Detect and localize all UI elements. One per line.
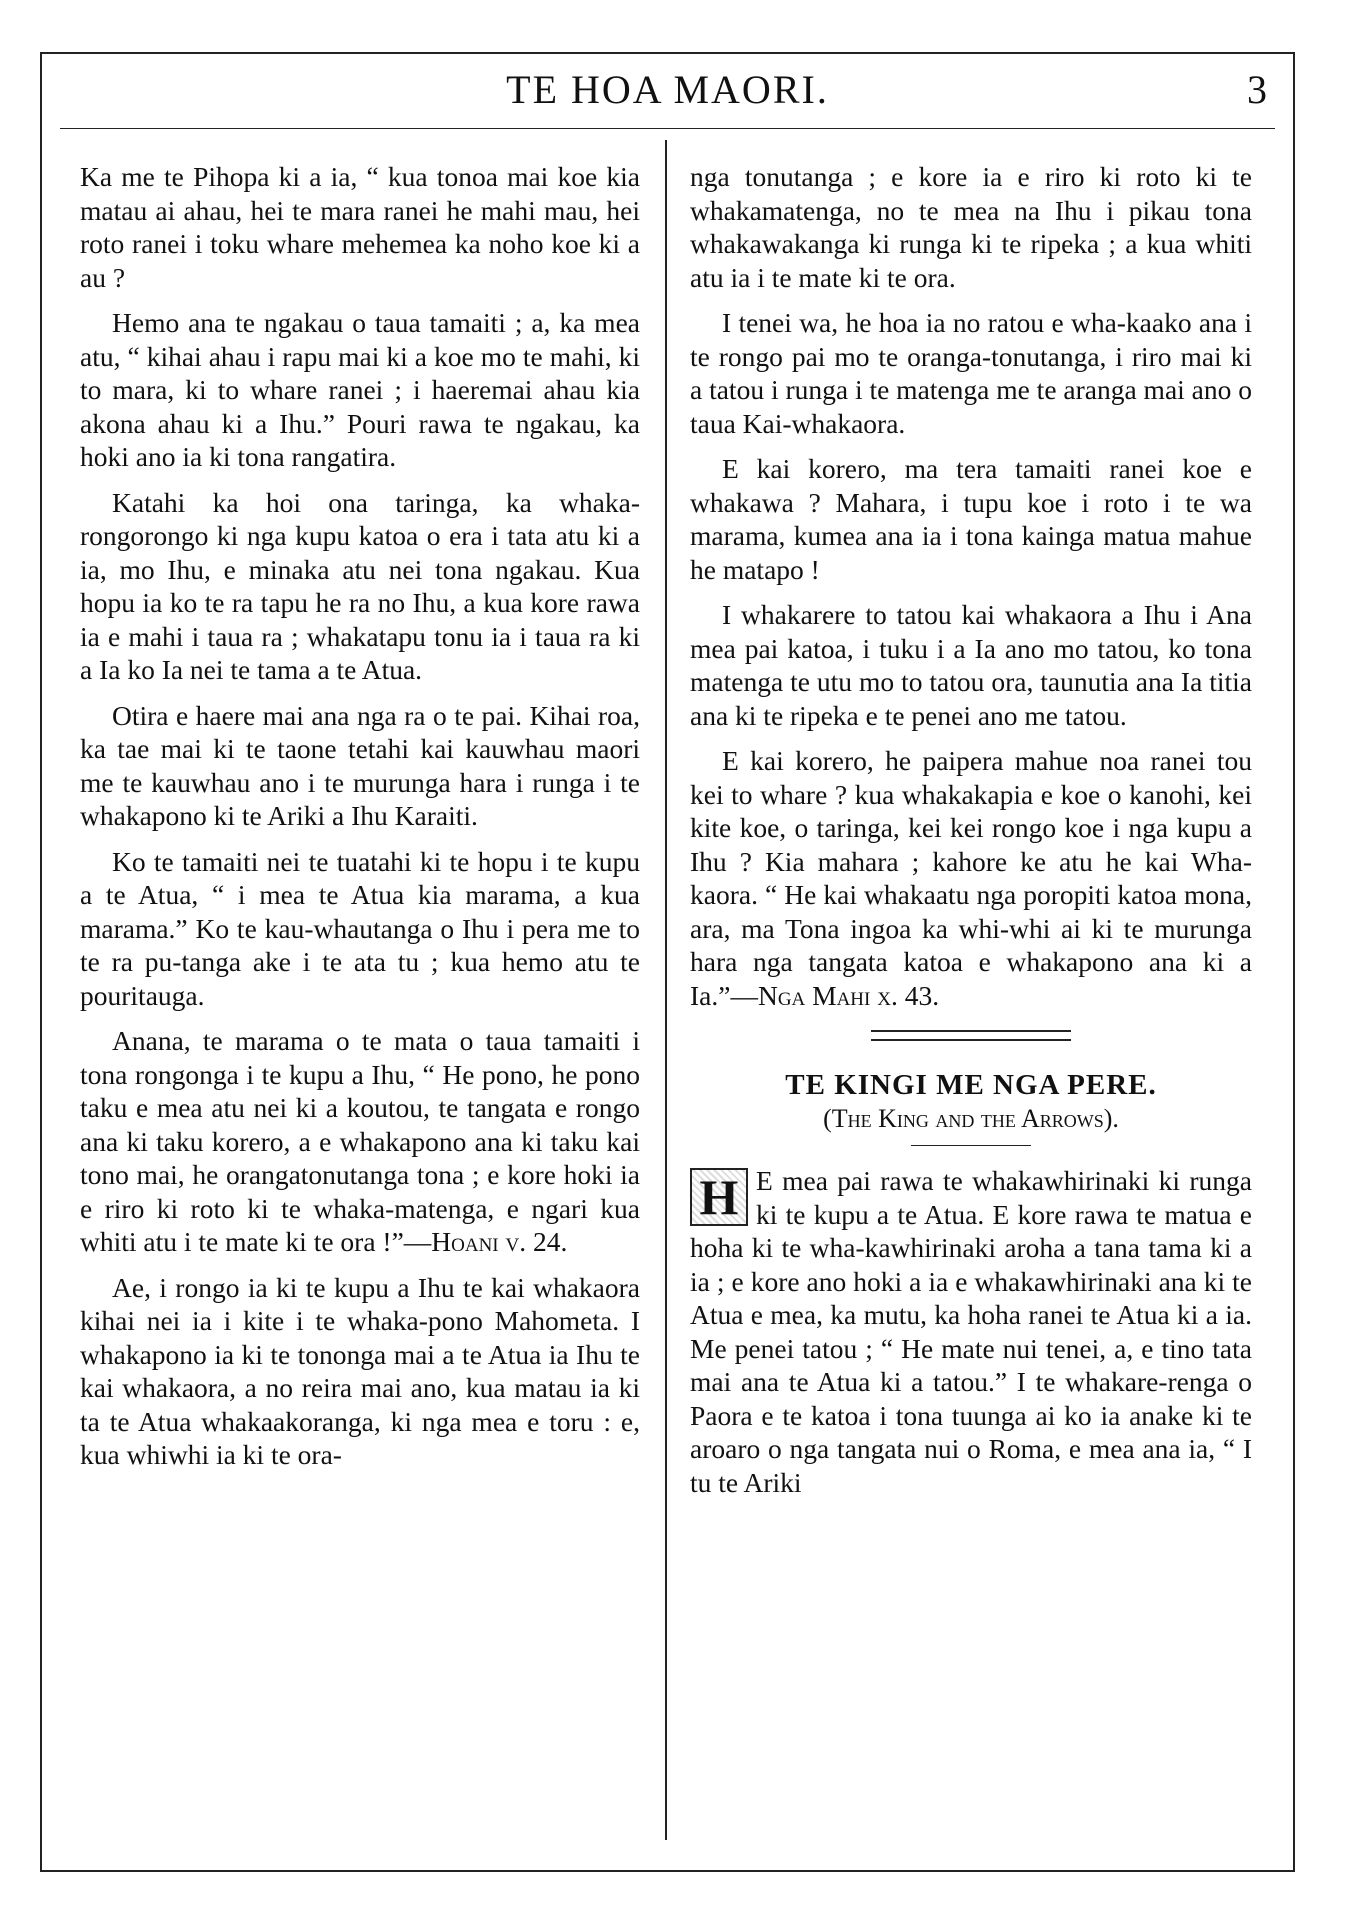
page-frame-right-edge [1293, 52, 1295, 1872]
paragraph [80, 1024, 640, 1259]
column-divider [665, 140, 667, 1840]
section-separator [871, 1030, 1071, 1041]
section-title: TE KINGI ME NGA PERE. [785, 1069, 1157, 1101]
paragraph: Ae, i rongo ia ki te kupu a Ihu te kai whakaora kihai nei ia i kite i te whaka-pono Mahometa. I whakapono ia ki te tononga mai a te Atua ia Ihu te kai whakaora, a no reira mai ano, kua matau ia ki ta te Atua whakaakoranga, ki nga mea e toru : e, kua whiwhi ia ki te ora- [80, 1271, 640, 1470]
paragraph: E kai korero, ma tera tamaiti ranei koe e whakawa ? Mahara, i tupu koe i roto i te wa marama, kumea ana ia i tona kainga matua mahue he matapo ! [690, 453, 1252, 585]
section-subtitle: (The King and the Arrows). [823, 1104, 1119, 1133]
masthead [60, 58, 1275, 129]
paragraph [690, 1164, 1252, 1499]
paragraph: Otira e haere mai ana nga ra o te pai. Kihai roa, ka tae mai ki te taone tetahi kai kauwhau maori me te kauwhau ano i te murunga hara i runga i te whakapono ki te Ariki a Ihu Karaiti. [80, 699, 640, 831]
paragraph: Ko te tamaiti nei te tuatahi ki te hopu i te kupu a te Atua, “ i mea te Atua kia marama, a kua marama.” Ko te kau-whautanga o Ihu i pera me to te ra pu-tanga ake i te ata tu ; kua hemo atu te pouritauga. [80, 845, 640, 1011]
scripture-reference: Hoani v. 24. [431, 1226, 568, 1257]
journal-title: TE HOA MAORI. [506, 67, 829, 112]
paragraph: I whakarere to tatou kai whakaora a Ihu i Ana mea pai katoa, i tuku i a Ia ano mo tatou, ko tona matenga te utu mo to tatou ora, taunutia ana Ia titia ana ki te ripeka e te penei ano me tatou. [690, 599, 1252, 731]
paragraph-text: E mea pai rawa te whakawhirinaki ki runga ki te kupu a te Atua. E kore rawa te matua e hoha ki te wha-kawhirinaki aroha a tana tama ki a ia ; e kore ano hoki a ia e whakawhirinaki ana ki te Atua e mea, ka mutu, ka hoha ranei te Atua ki a ia. Me penei tatou ; “ He mate nui tenei, a, e tino tata mai ana te Atua ki a tatou.” I te whakare-renga o Paora e te katoa i tona tuunga ai ko ia anake ki te aroaro o nga tangata nui o Roma, e mea ana ia, “ I tu te Ariki [690, 1165, 1252, 1498]
left-column [80, 160, 640, 1484]
paragraph-text: Anana, te marama o te mata o taua tamaiti i tona rongonga i te kupu a Ihu, “ He pono, he pono taku e mea atu nei ki a koutou, te tangata e rongo ana ki taku korero, a e whakapono ana ki taku kai tono mai, he orangatonutanga tona ; e kore hoki ia e riro ki roto ki te whaka-matenga, e ngari kua whiti atu i te mate ki te ora !”— [80, 1025, 640, 1257]
paragraph: Ka me te Pihopa ki a ia, “ kua tonoa mai koe kia matau ai ahau, hei te mara ranei he mahi mau, hei roto ranei i toku whare mehemea ka noho koe ki a au ? [80, 161, 640, 293]
right-column [690, 160, 1252, 1511]
page-number: 3 [1247, 67, 1267, 112]
paragraph: Katahi ka hoi ona taringa, ka whaka-rongorongo ki nga kupu katoa o era i tata atu ki a ia, mo Ihu, e minaka atu nei tona ngakau. Kua hopu ia ko te ra tapu he ra no Ihu, a kua kore rawa ia e mahi i taua ra ; whakatapu tonu ia i taua ra ki a Ia ko Ia nei te tama a te Atua. [80, 486, 640, 685]
paragraph: nga tonutanga ; e kore ia e riro ki roto ki te whakamatenga, no te mea na Ihu i pikau tona whakawakanga ki runga ki te ripeka ; a kua whiti atu ia i te mate ki te ora. [690, 161, 1252, 293]
paragraph [690, 744, 1252, 1012]
ornamental-dropcap: H [690, 1168, 748, 1226]
paragraph-text: E kai korero, he paipera mahue noa ranei tou kei to whare ? kua whakakapia e koe o kanohi, kei kite koe, o taringa, kei kei rongo koe i nga kupu a Ihu ? Kia mahara ; kahore ke atu he kai Wha-kaora. “ He kai whakaatu nga poropiti katoa mona, ara, ma Tona ingoa ka whi-whi ai ki te murunga hara nga tangata katoa e whakapono ana ki a Ia.”— [690, 745, 1252, 1011]
paragraph: I tenei wa, he hoa ia no ratou e wha-kaako ana i te rongo pai mo te oranga-tonutanga, i riro mai ki a tatou i runga i te matenga me te aranga mai ano o taua Kai-whakaora. [690, 307, 1252, 439]
title-rule [911, 1145, 1031, 1146]
paragraph: Hemo ana te ngakau o taua tamaiti ; a, ka mea atu, “ kihai ahau i rapu mai ki a koe mo te mahi, ki to mara, ki to whare ranei ; i haeremai ahau kia akona ahau ki a Ihu.” Pouri rawa te ngakau, ka hoki ano ia ki tona rangatira. [80, 307, 640, 472]
scripture-reference: Nga Mahi x. 43. [757, 979, 940, 1011]
